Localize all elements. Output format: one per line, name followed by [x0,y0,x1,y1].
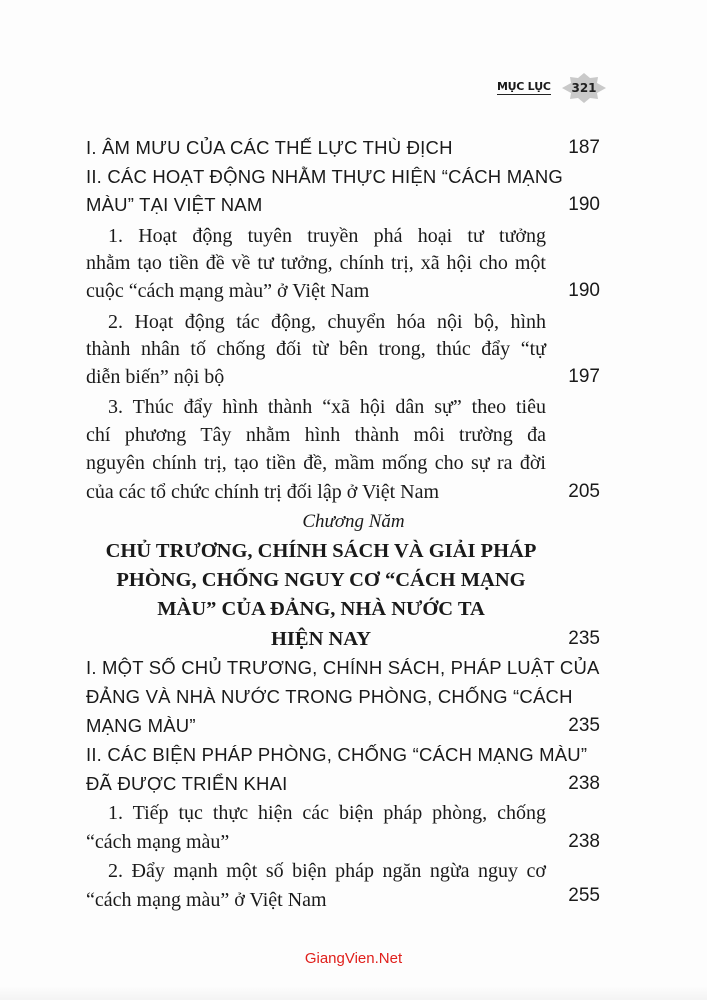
watermark-link[interactable]: GiangVien.Net [304,950,403,967]
toc-entry-line: ĐẢNG VÀ NHÀ NƯỚC TRONG PHÒNG, CHỐNG “CÁCH [86,686,573,707]
toc-page-number: 205 [568,481,600,502]
chapter-title-line: MÀU” CỦA ĐẢNG, NHÀ NƯỚC TA [157,598,485,620]
toc-entry-line: thành nhân tố chống đối từ bên trong, thúc đẩy “tự [86,338,546,360]
toc-entry-line: “cách mạng màu” [86,831,230,853]
toc-entry-line: ĐÃ ĐƯỢC TRIỂN KHAI [86,773,288,794]
toc-entry-line: 2. Đẩy mạnh một số biện pháp ngăn ngừa nguy cơ [108,860,546,882]
toc-page-number: 187 [568,137,600,158]
toc-page-number: 255 [568,885,600,906]
toc-page-number: 197 [568,366,600,387]
toc-entry-line: 1. Tiếp tục thực hiện các biện pháp phòng, chống [108,802,546,824]
toc-entry-line: 1. Hoạt động tuyên truyền phá hoại tư tưởng [108,225,546,247]
chapter-title-line: CHỦ TRƯƠNG, CHÍNH SÁCH VÀ GIẢI PHÁP [105,540,537,562]
toc-page-number: 235 [568,715,600,736]
toc-entry-line: cuộc “cách mạng màu” ở Việt Nam [86,280,370,302]
chapter-label: Chương Năm [302,511,405,532]
toc-entry-line: I. MỘT SỐ CHỦ TRƯƠNG, CHÍNH SÁCH, PHÁP LUẬT CỦA [86,657,600,678]
toc-page-number: 190 [568,280,600,301]
toc-entry-line: của các tổ chức chính trị đối lập ở Việt Nam [86,481,440,503]
toc-entry-line: II. CÁC BIỆN PHÁP PHÒNG, CHỐNG “CÁCH MẠNG MÀU” [86,744,588,765]
chapter-title-line: HIỆN NAY [270,628,372,650]
page-number-badge [562,73,606,103]
page-edge-shadow [0,986,707,1000]
chapter-title-line: PHÒNG, CHỐNG NGUY CƠ “CÁCH MẠNG [116,569,526,591]
toc-entry-line: I. ÂM MƯU CỦA CÁC THẾ LỰC THÙ ĐỊCH [86,137,453,158]
toc-page-number: 190 [568,194,600,215]
toc-entry-line: nguyên chính trị, tạo tiền đề, mầm mống cho sự ra đời [86,452,546,474]
toc-entry-line: “cách mạng màu” ở Việt Nam [86,889,327,911]
toc-entry-line: II. CÁC HOẠT ĐỘNG NHẰM THỰC HIỆN “CÁCH MẠNG [86,166,563,187]
toc-page-number: 238 [568,773,600,794]
page-number: 321 [571,81,597,95]
toc-page-number: 238 [568,831,600,852]
toc-page-number: 235 [568,628,600,649]
toc-entry-line: nhằm tạo tiền đề về tư tưởng, chính trị, xã hội cho một [86,252,546,274]
toc-entry-line: MẠNG MÀU” [86,715,196,736]
toc-entry-line: 2. Hoạt động tác động, chuyển hóa nội bộ, hình [108,311,546,333]
toc-entry-line: 3. Thúc đẩy hình thành “xã hội dân sự” theo tiêu [108,396,546,418]
toc-entry-line: chí phương Tây nhằm hình thành môi trường đa [86,424,546,446]
toc-entry-line: MÀU” TẠI VIỆT NAM [86,194,263,215]
running-header-title: MỤC LỤC [497,80,551,93]
toc-entry-line: diễn biến” nội bộ [86,366,225,388]
